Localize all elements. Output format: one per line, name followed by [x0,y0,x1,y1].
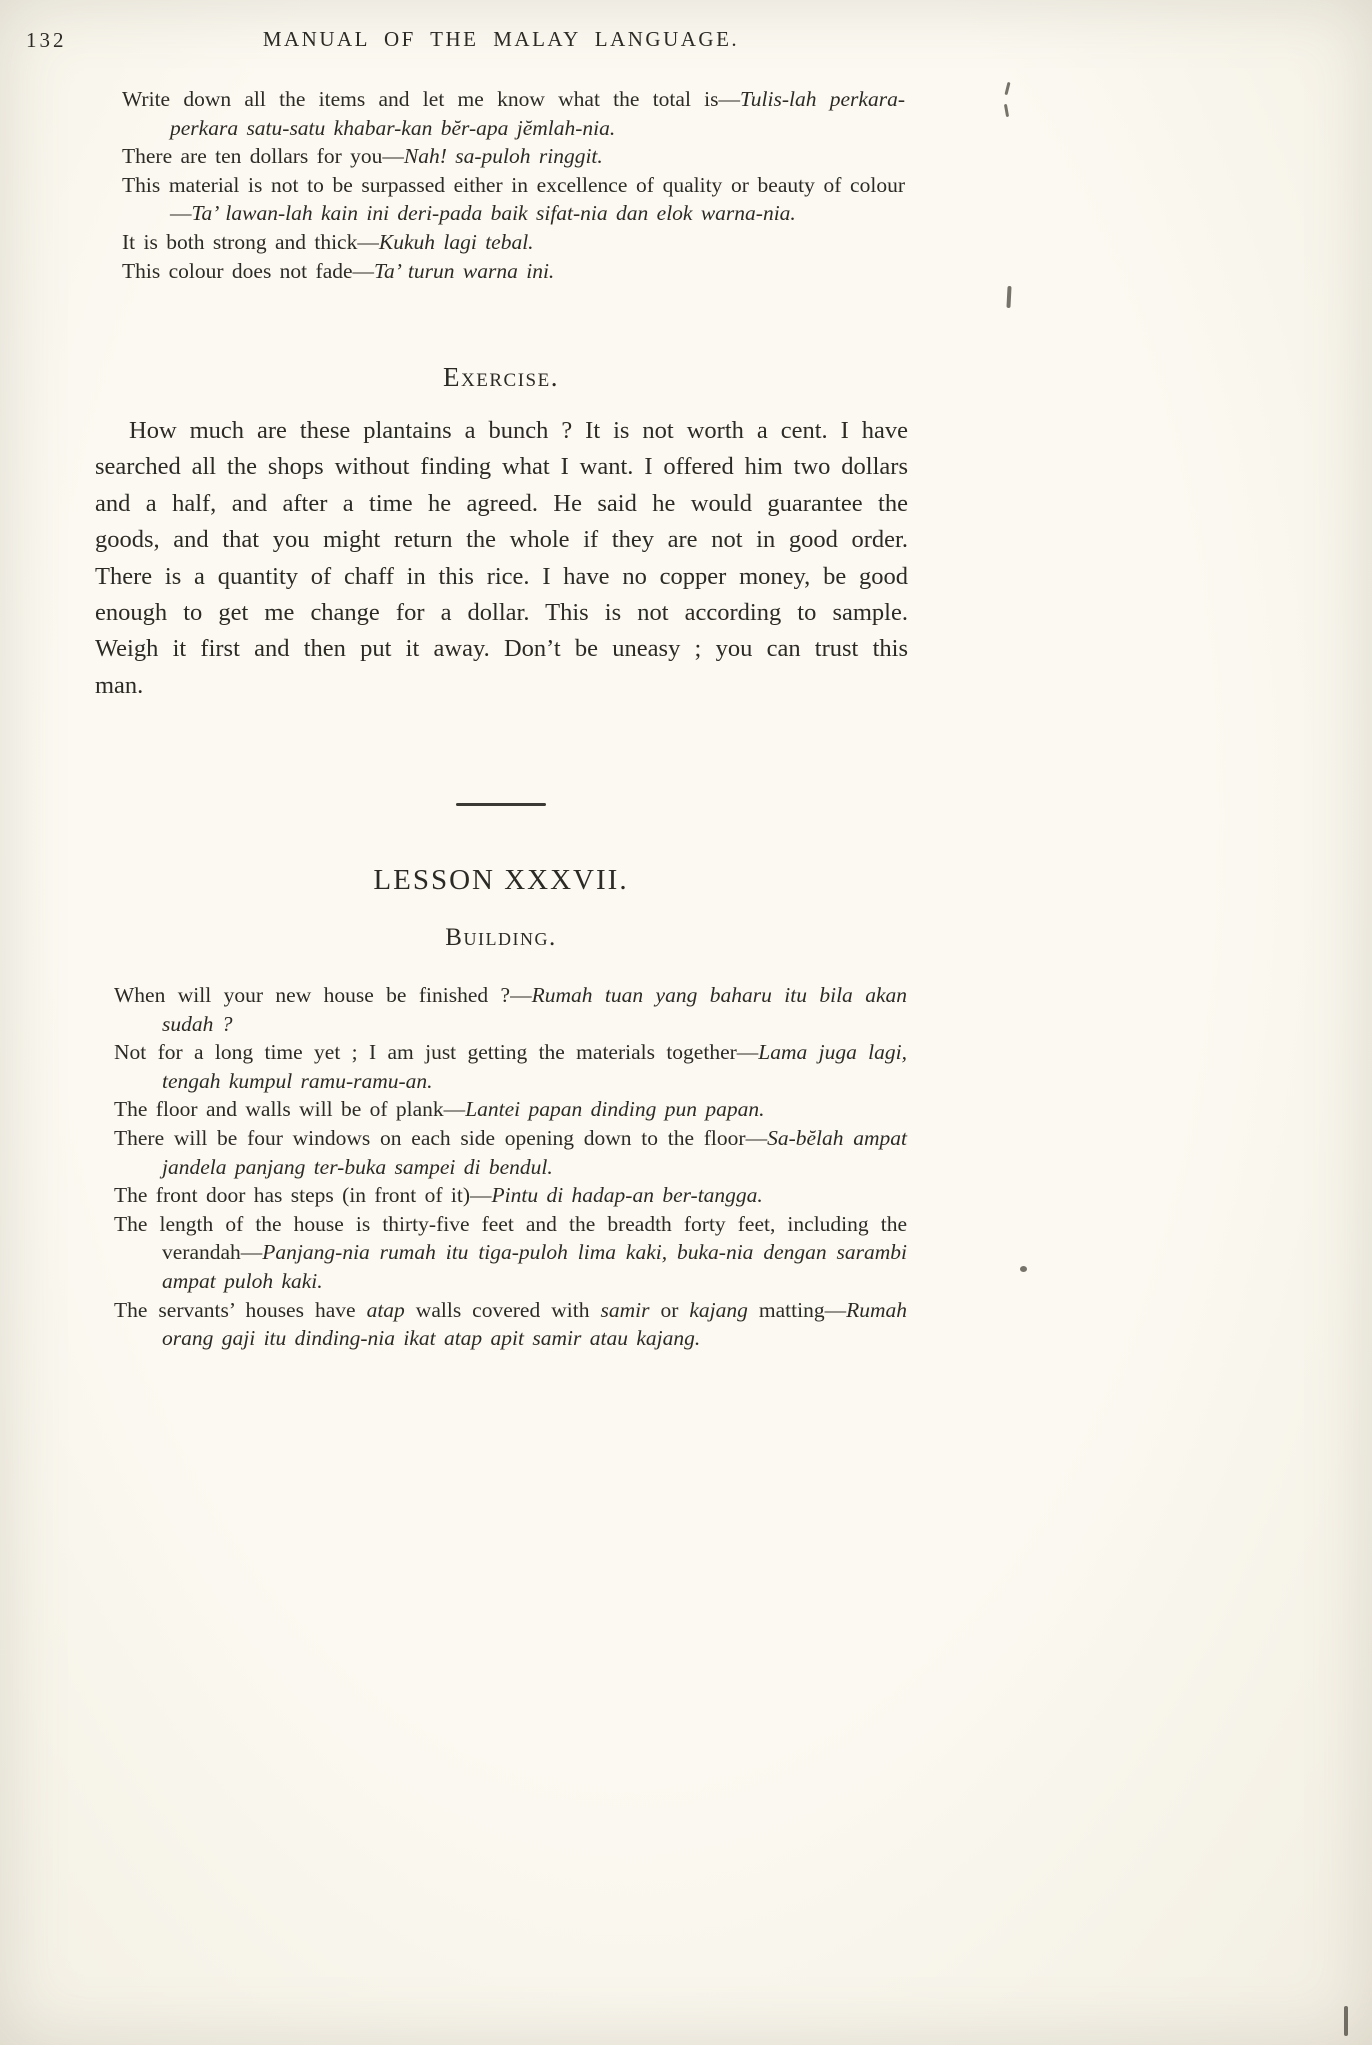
scan-artifact [1344,2006,1348,2036]
english-text: This colour does not fade— [122,258,375,283]
phrase-entry [122,85,905,142]
malay-text: Nah! sa-puloh ringgit. [403,144,603,169]
malay-text: Tulis-lah perkara-perkara satu-satu khabar-kan bĕr-apa jĕmlah-nia. [170,87,905,140]
scan-artifact [1020,1266,1027,1272]
phrase-entry [114,1038,907,1095]
phrase-entry [122,142,905,171]
page-number: 132 [26,28,67,52]
malay-text: atap [366,1297,405,1322]
phrase-entry [122,257,905,286]
section-divider [95,803,907,806]
english-text: Not for a long time yet ; I am just getting the materials together— [114,1040,759,1065]
running-head: MANUAL OF THE MALAY LANGUAGE. [262,27,740,51]
lesson-subtitle: Building. [445,924,557,951]
exercise-paragraph: How much are these plantains a bunch ? It is not worth a cent. I have searched all the shops without finding what I want. I offered him two dollars and a half, and after a time he agreed. He said he would guarantee the goods, and that you might return the whole if they are not in good order. There is a quantity of chaff in this rice. I have no copper money, be good enough to get me change for a dollar. This is not according to sample. Weigh it first and then put it away. Don’t be uneasy ; you can trust this man. [95,417,908,699]
english-text: When will your new house be finished ?— [114,983,532,1007]
malay-text: Kukuh lagi tebal. [378,229,534,254]
malay-text: Pintu di hadap-an ber-tangga. [491,1183,763,1208]
malay-text: Lama juga lagi, tengah kumpul ramu-ramu-an. [162,1040,908,1093]
scan-artifact [1004,104,1009,117]
english-text: The servants’ houses have [114,1297,367,1322]
scan-artifact [1004,82,1010,95]
phrase-entry [122,228,905,257]
phrase-entry [114,1124,907,1181]
english-text: The length of the house is thirty-five feet and the breadth forty feet, including the verandah— [114,1211,907,1265]
lesson-title: LESSON XXXVII. [373,864,629,896]
phrase-entry [114,981,907,1038]
malay-text: kajang [689,1297,748,1322]
english-text: matting— [747,1297,847,1322]
phrase-list-building [114,981,907,1353]
english-text: Write down all the items and let me know what the total is— [122,87,741,111]
phrase-list-top [122,85,905,285]
phrase-entry [114,1210,907,1296]
english-text: This material is not to be surpassed either in excellence of quality or beauty of colour— [122,172,905,226]
phrase-entry [114,1095,907,1124]
english-text: or [649,1297,690,1322]
malay-text: Rumah tuan yang baharu itu bila akan sudah ? [162,983,907,1036]
english-text: It is both strong and thick— [122,229,379,254]
divider-rule [456,803,546,806]
exercise-heading: Exercise. [443,362,559,392]
english-text: The floor and walls will be of plank— [114,1097,466,1122]
malay-text: Panjang-nia rumah itu tiga-puloh lima kaki, buka-nia dengan sarambi ampat puloh kaki. [162,1240,907,1293]
malay-text: Rumah orang gaji itu dinding-nia ikat atap apit samir atau kajang. [162,1297,907,1351]
malay-text: samir [600,1297,650,1322]
malay-text: Ta’ lawan-lah kain ini deri-pada baik sifat-nia dan elok warna-nia. [191,201,796,226]
phrase-entry [114,1181,907,1210]
malay-text: Ta’ turun warna ini. [374,258,555,283]
malay-text: Lantei papan dinding pun papan. [465,1097,765,1122]
english-text: The front door has steps (in front of it)— [114,1183,492,1208]
phrase-entry [122,171,905,228]
malay-text: Sa-bĕlah ampat jandela panjang ter-buka sampei di bendul. [162,1125,907,1179]
scan-artifact [1006,286,1011,308]
english-text: walls covered with [404,1297,601,1322]
phrase-entry [114,1296,907,1353]
english-text: There are ten dollars for you— [122,144,404,169]
english-text: There will be four windows on each side opening down to the floor— [114,1125,768,1150]
